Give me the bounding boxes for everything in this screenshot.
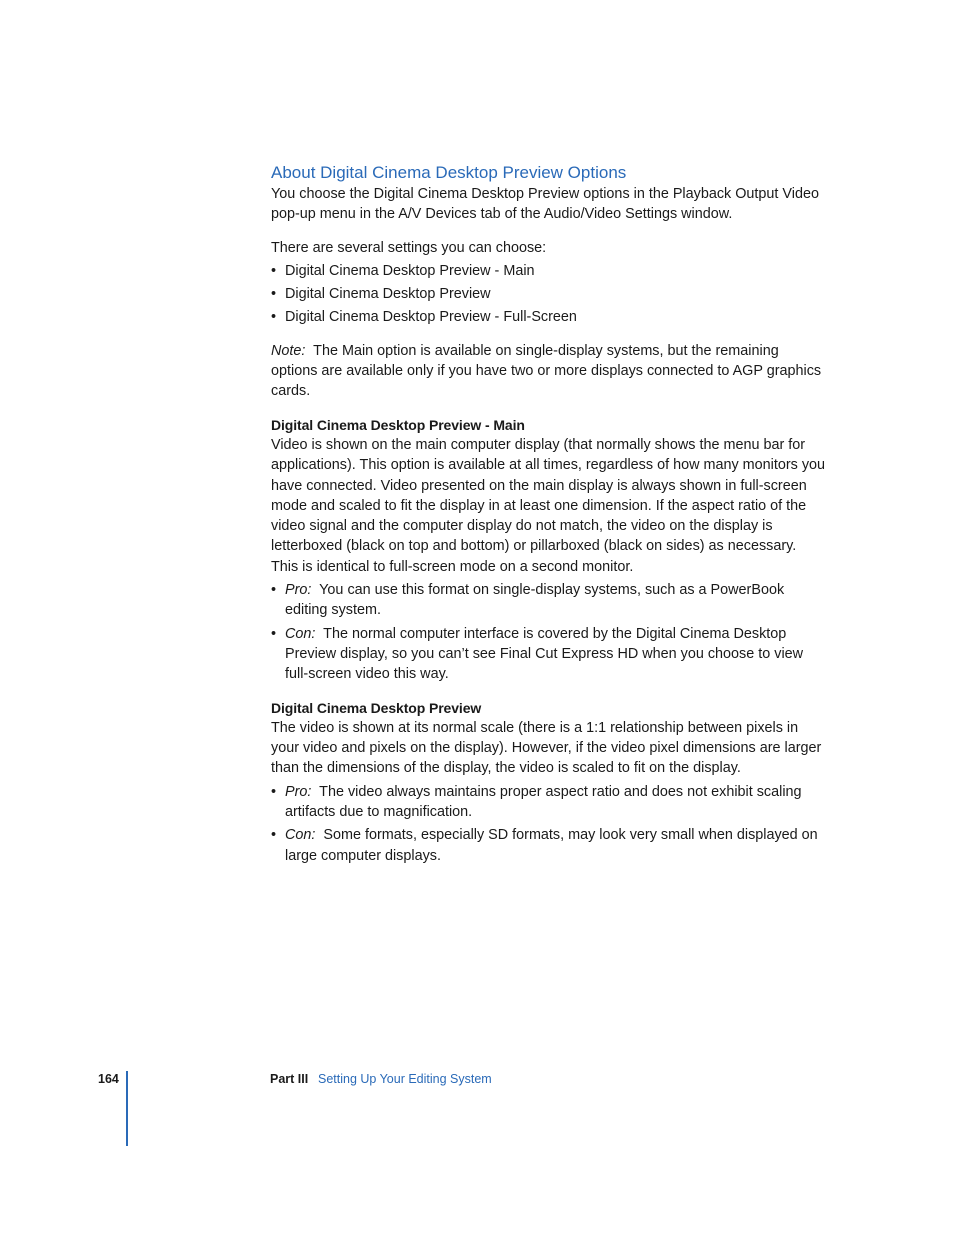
list-item: • Con: Some formats, especially SD formats, may look very small when displayed on large computer displays. [271,827,818,864]
con-label: Con: [285,625,316,642]
footer-part-label: Part III [270,1072,309,1086]
bullet-icon: • [271,309,277,326]
list-item: • Digital Cinema Desktop Preview [271,284,827,304]
bullet-icon: • [271,783,277,800]
preview-pros-cons [271,782,827,866]
note-label: Note: [271,342,306,359]
bullet-icon: • [271,827,277,844]
bullet-icon: • [271,582,277,599]
bullet-icon: • [271,262,277,279]
pro-label: Pro: [285,582,312,599]
list-item: • Digital Cinema Desktop Preview - Full-Screen [271,307,827,327]
section-heading: About Digital Cinema Desktop Preview Options [271,163,627,182]
list-item: • Pro: You can use this format on single-display systems, such as a PowerBook editing system. [271,582,785,619]
intro-paragraph: You choose the Digital Cinema Desktop Preview options in the Playback Output Video pop-up menu in the A/V Devices tab of the Audio/Video Settings window. [271,186,819,223]
settings-list [271,261,827,328]
footer-divider [126,1071,128,1146]
page-content [271,162,827,866]
note-text: The Main option is available on single-display systems, but the remaining options are available only if you have two or more displays connected to AGP graphics cards. [271,342,822,400]
main-pros-cons [271,580,827,684]
settings-intro: There are several settings you can choose: [271,239,547,256]
page-number: 164 [98,1072,119,1086]
con-label: Con: [285,827,316,844]
preview-option-body: The video is shown at its normal scale (there is a 1:1 relationship between pixels in your video and pixels on the display). However, if the video pixel dimensions are larger than the dimensions of the display, the video is scaled to fit on the display. [271,719,822,777]
list-item: • Digital Cinema Desktop Preview - Main [271,261,827,281]
list-item: • Con: The normal computer interface is covered by the Digital Cinema Desktop Preview display, so you can’t see Final Cut Express HD when you choose to view full-screen video this way. [271,625,804,683]
subheading-main: Digital Cinema Desktop Preview - Main [271,416,525,433]
bullet-icon: • [271,286,277,303]
bullet-icon: • [271,625,277,642]
note-paragraph [271,341,827,402]
main-option-body: Video is shown on the main computer display (that normally shows the menu bar for applications). This option is available at all times, regardless of how many monitors you have connected. Video presented on the main display is always shown in full-screen mode and scaled to fit the display in at least one dimension. If the aspect ratio of the video signal and the computer display do not match, the video on the display is letterboxed (black on top and bottom) or pillarboxed (black on sides) as necessary. This is identical to full-screen mode on a second monitor. [271,436,826,575]
list-item: • Pro: The video always maintains proper aspect ratio and does not exhibit scaling artifacts due to magnification. [271,783,802,821]
pro-label: Pro: [285,783,312,800]
subheading-preview: Digital Cinema Desktop Preview [271,699,482,716]
footer-part-title: Setting Up Your Editing System [318,1072,492,1086]
